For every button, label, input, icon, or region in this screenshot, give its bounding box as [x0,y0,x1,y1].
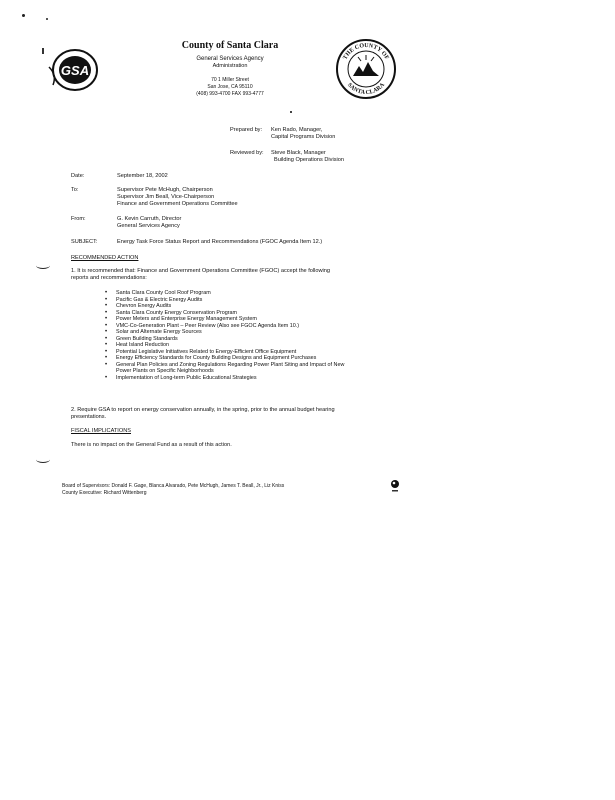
agency-name: General Services Agency [196,56,264,62]
to-recipient-3: Finance and Government Operations Committee [117,201,238,207]
list-item: • Energy Efficiency Standards for County Building Designs and Equipment Purchases [100,355,344,362]
recommendation-1-line-1: 1. It is recommended that: Finance and Government Operations Committee (FGOC) accept the following [71,268,330,274]
address-city: San Jose, CA 95110 [207,84,253,90]
recommended-action-heading: RECOMMENDED ACTION [71,255,139,261]
recycled-paper-icon [389,479,401,493]
from-sender-1: G. Kevin Carruth, Director [117,216,182,222]
subject-label: SUBJECT: [71,239,98,245]
recommendation-2-line-1: 2. Require GSA to report on energy conservation annually, in the spring, prior to the annual budget hearing [71,407,335,413]
recommendations-list [100,290,344,381]
fiscal-implications-text: There is no impact on the General Fund as a result of this action. [71,442,232,448]
date-value: September 18, 2002 [117,173,168,179]
list-item: • Green Building Standards [100,336,344,343]
board-of-supervisors: Board of Supervisors: Donald F. Gage, Blanca Alvarado, Pete McHugh, James T. Beall, Jr., Liz Kniss [62,483,285,489]
subject-value: Energy Task Force Status Report and Recommendations (FGOC Agenda Item 12.) [117,239,323,245]
prepared-by-name: Ken Rado, Manager, [271,127,323,133]
address-street: 70 1 Miller Street [211,77,249,83]
margin-mark [36,262,50,269]
from-sender-2: General Services Agency [117,223,180,229]
date-label: Date: [71,173,85,179]
scan-mark [46,18,48,20]
list-item: • General Plan Policies and Zoning Regulations Regarding Power Plant Siting and Impact of New [100,362,344,369]
address-phone: (408) 993-4700 FAX 993-4777 [196,91,264,97]
scan-mark [22,14,25,17]
list-item: • Pacific Gas & Electric Energy Audits [100,297,344,304]
prepared-by-label: Prepared by: [230,127,263,133]
list-item: • Potential Legislative Initiatives Related to Energy-Efficient Office Equipment [100,349,344,356]
scan-mark [42,48,44,54]
seal-text-bottom: SANTA CLARA [345,82,386,97]
prepared-by-division: Capital Programs Division [271,134,336,140]
fiscal-implications-heading: FISCAL IMPLICATIONS [71,428,131,434]
to-label: To: [71,187,79,193]
to-recipient-1: Supervisor Pete McHugh, Chairperson [117,187,213,193]
county-executive: County Executive: Richard Wittenberg [62,490,147,496]
agency-division: Administration [212,63,248,69]
list-item: • Power Meters and Enterprise Energy Management System [100,316,344,323]
gsa-logo [47,45,99,95]
reviewed-by-division: Building Operations Division [274,157,344,163]
list-item: • Solar and Alternate Energy Sources [100,329,344,336]
reviewed-by-label: Reviewed by: [230,150,264,156]
reviewed-by-name: Steve Black, Manager [271,150,326,156]
recommendation-1-line-2: reports and recommendations: [71,275,147,281]
list-item: • Santa Clara County Cool Roof Program [100,290,344,297]
seal-text-top: THE COUNTY OF [342,42,390,61]
scan-mark [290,111,292,113]
to-recipient-2: Supervisor Jim Beall, Vice-Chairperson [117,194,215,200]
list-item: • VMC-Co-Generation Plant – Peer Review (Also see FGOC Agenda Item 10.) [100,323,344,330]
list-item: • Santa Clara County Energy Conservation Program [100,310,344,317]
margin-mark [36,456,50,463]
from-label: From: [71,216,86,222]
list-item: • Implementation of Long-term Public Educational Strategies [100,375,344,382]
recommendation-2-line-2: presentations. [71,414,107,420]
list-item: • Chevron Energy Audits [100,303,344,310]
county-name: County of Santa Clara [181,40,279,51]
gsa-logo-text: GSA [60,63,90,78]
list-item-continuation: Power Plants on Specific Neighborhoods [116,368,214,374]
county-seal [335,38,397,100]
list-item: • Heat Island Reduction [100,342,344,349]
